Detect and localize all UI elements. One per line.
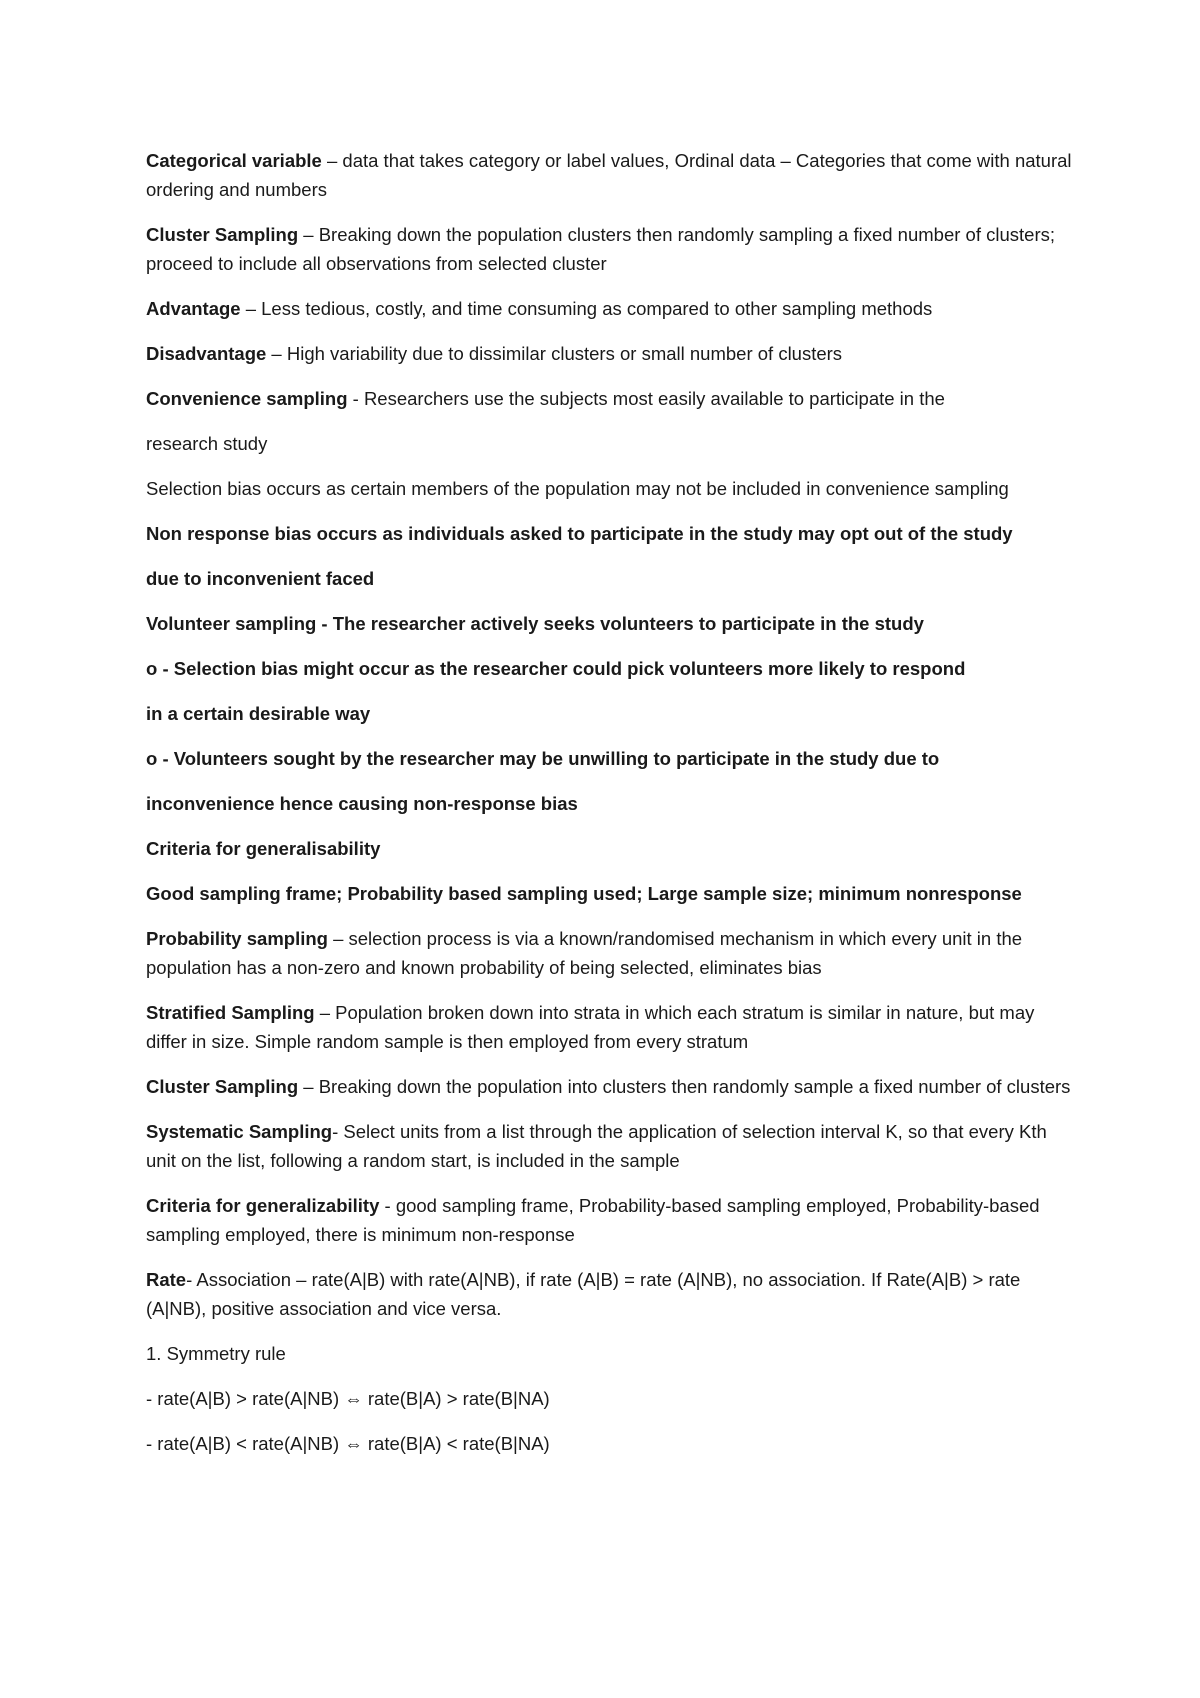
text-line: o - Selection bias might occur as the researcher could pick volunteers more likely to respond [146, 658, 966, 679]
paragraph-rule-greater [146, 1384, 1076, 1413]
term: Disadvantage [146, 343, 267, 364]
document-page [146, 146, 1076, 1474]
term: Categorical variable [146, 150, 322, 171]
text-line: Criteria for generalisability [146, 838, 381, 859]
paragraph-volunteers-unwilling [146, 744, 1076, 773]
text-line: inconvenience hence causing non-response bias [146, 793, 578, 814]
text-line: - rate(A|B) > rate(A|NB) ⇔ rate(B|A) > rate(B|NA) [146, 1388, 550, 1409]
definition: – Breaking down the population clusters then randomly sampling a fixed number of clusters; proceed to include all observations from selected cluster [146, 224, 1055, 274]
definition: - good sampling frame, Probability-based sampling employed, Probability-based sampling employed, there is minimum non-response [146, 1195, 1040, 1245]
term: Convenience sampling [146, 388, 348, 409]
definition: – selection process is via a known/randomised mechanism in which every unit in the population has a non-zero and known probability of being selected, eliminates bias [146, 928, 1023, 978]
definition: – Population broken down into strata in which each stratum is similar in nature, but may differ in size. Simple random sample is then employed from every stratum [146, 1002, 1035, 1052]
definition: – data that takes category or label values, Ordinal data – Categories that come with natural ordering and numbers [146, 150, 1072, 200]
term: Criteria for generalizability [146, 1195, 380, 1216]
term: Rate [146, 1269, 187, 1290]
paragraph-criteria-generalizability [146, 1191, 1076, 1249]
term: Advantage [146, 298, 241, 319]
text-line: Non response bias occurs as individuals asked to participate in the study may opt out of the study [146, 523, 1013, 544]
paragraph-research-study [146, 429, 1076, 458]
paragraph-categorical-variable [146, 146, 1076, 204]
text-line: research study [146, 433, 268, 454]
paragraph-rule-less [146, 1429, 1076, 1458]
definition: - Association – rate(A|B) with rate(A|NB), if rate (A|B) = rate (A|NB), no association. If Rate(A|B) > rate (A|NB), positive association and vice versa. [146, 1269, 1021, 1319]
text-line: o - Volunteers sought by the researcher may be unwilling to participate in the study due to [146, 748, 940, 769]
term: Systematic Sampling [146, 1121, 333, 1142]
paragraph-rate-association [146, 1265, 1076, 1323]
paragraph-desirable-way [146, 699, 1076, 728]
term: Probability sampling [146, 928, 328, 949]
paragraph-inconvenient-faced [146, 564, 1076, 593]
definition: - Researchers use the subjects most easily available to participate in the [347, 388, 945, 409]
paragraph-volunteer-selection-bias [146, 654, 1076, 683]
paragraph-probability-sampling [146, 924, 1076, 982]
paragraph-selection-bias [146, 474, 1076, 503]
definition: – Breaking down the population into clusters then randomly sample a fixed number of clusters [298, 1076, 1071, 1097]
definition: – Less tedious, costly, and time consuming as compared to other sampling methods [240, 298, 933, 319]
definition: - Select units from a list through the application of selection interval K, so that every Kth unit on the list, following a random start, is included in the sample [146, 1121, 1047, 1171]
paragraph-volunteer-sampling [146, 609, 1076, 638]
paragraph-criteria-list [146, 879, 1076, 908]
paragraph-criteria-heading [146, 834, 1076, 863]
text-line: in a certain desirable way [146, 703, 371, 724]
paragraph-stratified-sampling [146, 998, 1076, 1056]
definition: – High variability due to dissimilar clusters or small number of clusters [266, 343, 843, 364]
term: Stratified Sampling [146, 1002, 315, 1023]
term: Cluster Sampling [146, 1076, 299, 1097]
paragraph-systematic-sampling [146, 1117, 1076, 1175]
term: Cluster Sampling [146, 224, 299, 245]
paragraph-non-response-bias [146, 519, 1076, 548]
paragraph-disadvantage [146, 339, 1076, 368]
text-line: 1. Symmetry rule [146, 1343, 286, 1364]
paragraph-non-response-cause [146, 789, 1076, 818]
paragraph-symmetry-rule [146, 1339, 1076, 1368]
paragraph-cluster-sampling [146, 220, 1076, 278]
text-line: - rate(A|B) < rate(A|NB) ⇔ rate(B|A) < rate(B|NA) [146, 1433, 550, 1454]
paragraph-convenience-sampling [146, 384, 1076, 413]
text-line: Good sampling frame; Probability based sampling used; Large sample size; minimum nonresponse [146, 883, 1022, 904]
text-line: due to inconvenient faced [146, 568, 375, 589]
text-line: Selection bias occurs as certain members of the population may not be included in convenience sampling [146, 478, 1009, 499]
text-line: Volunteer sampling - The researcher actively seeks volunteers to participate in the study [146, 613, 924, 634]
paragraph-cluster-sampling-2 [146, 1072, 1076, 1101]
paragraph-advantage [146, 294, 1076, 323]
